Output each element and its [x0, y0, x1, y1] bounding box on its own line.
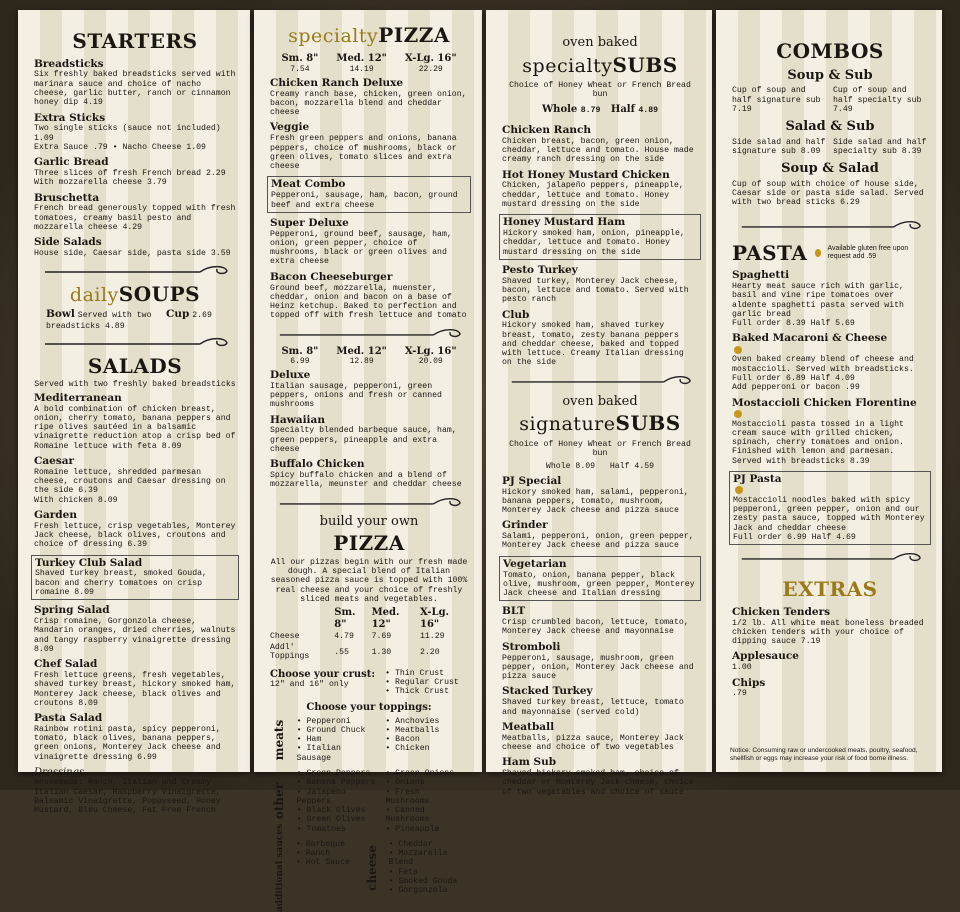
- pizza-size-label: X-Lg. 16": [404, 53, 457, 65]
- combo-row: [732, 138, 928, 157]
- menu-item: [270, 459, 468, 489]
- soup-salad-heading: Soup & Salad: [781, 161, 879, 177]
- menu-item-desc: Romaine lettuce, shredded parmesan cheese, croutons and Caesar dressing on the side 6.39 With chicken 8.09: [34, 467, 226, 505]
- menu-item: [34, 393, 236, 451]
- topping-item: • Barbeque: [296, 840, 363, 849]
- specialty-pizza-sizes: [270, 53, 468, 73]
- menu-item: [502, 310, 698, 368]
- pizza-size-label: Med. 12": [336, 345, 387, 357]
- menu-item: [34, 456, 236, 505]
- topping-item: • Onions: [385, 778, 468, 787]
- pizza-size: [336, 346, 387, 366]
- topping-item: • Ranch: [296, 849, 363, 858]
- menu-item-desc: Shaved turkey breast, smoked Gouda, bacon and cherry tomatoes on crisp romaine 8.09: [35, 569, 207, 597]
- topping-item: • Italian Sausage: [297, 744, 380, 763]
- menu-item-name: Side Salads: [34, 236, 102, 249]
- pasta-list: [732, 270, 928, 545]
- byo-heading-top: build your own: [319, 513, 419, 529]
- specialty-subs-heading: specialtySUBS: [522, 52, 678, 77]
- menu-item-name: Club: [502, 308, 530, 321]
- menu-item: [502, 722, 698, 752]
- byo-cell: 1.30: [371, 647, 392, 657]
- menu-item: [270, 370, 468, 410]
- topping-item: • Green Peppers: [297, 769, 380, 778]
- salads-list: [34, 393, 236, 762]
- salads-heading: SALADS: [87, 353, 183, 378]
- combo-option: Cup of soup and half specialty sub 7.49: [833, 86, 922, 114]
- divider-flourish: [732, 218, 928, 232]
- divider-flourish: [34, 263, 236, 277]
- topping-category: [270, 823, 290, 912]
- byo-cell: 4.79: [334, 631, 354, 641]
- topping-column: [291, 769, 380, 834]
- pizza-size: [336, 53, 387, 73]
- extras-list: [732, 607, 928, 699]
- menu-item-name: Turkey Club Salad: [35, 556, 143, 569]
- menu-item: [270, 122, 468, 171]
- menu-item: [34, 113, 236, 153]
- topping-item: • Mozzarella Blend: [389, 849, 468, 868]
- pizza-size-price: 20.09: [418, 356, 443, 366]
- topping-item: • Pineapple: [385, 825, 468, 834]
- menu-item-desc: Italian sausage, pepperoni, green peppers, onions and fresh or canned mushrooms: [270, 381, 442, 410]
- menu-item-desc: Fresh lettuce, crisp vegetables, Monterey Jack cheese, black olives, croutons and choice of dressing 6.39: [34, 521, 236, 550]
- divider-flourish: [270, 326, 468, 340]
- menu-item: [732, 398, 928, 466]
- menu-item: [732, 678, 928, 699]
- menu-item-desc: Shaved turkey, Monterey Jack cheese, bacon, lettuce and tomato. Served with pesto ranch: [502, 276, 689, 305]
- pizza-size-price: 22.29: [418, 64, 443, 74]
- topping-item: • Pepperoni: [297, 717, 380, 726]
- dressings-list: Housemade: Ranch, Italian and Creamy Italian Caesar, Raspberry Vinaigrette, Balsamic Vinaigrette, Poppyseed, Honey Mustard, Bleu Cheese, Fat Free French: [34, 778, 221, 816]
- signature-subs-list: [502, 476, 698, 797]
- topping-column: [379, 717, 468, 763]
- combos-heading: COMBOS: [776, 39, 884, 63]
- menu-item-name: PJ Special: [502, 474, 562, 487]
- menu-item-name: Stacked Turkey: [502, 685, 593, 698]
- starters-heading: STARTERS: [72, 29, 198, 53]
- specialty-subs-choice: Choice of Honey Wheat or French Bread bun: [509, 81, 691, 100]
- menu-item: [34, 157, 236, 187]
- menu-item-desc: 1.00: [732, 663, 752, 673]
- byo-cell: Cheese: [270, 631, 300, 641]
- byo-heading: PIZZA: [333, 531, 405, 556]
- menu-item-name: Applesauce: [732, 650, 799, 663]
- menu-item-desc: Oven baked creamy blend of cheese and mostaccioli. Served with breadsticks. Full order 6.89 Half 4.09 Add pepperoni or bacon .99: [732, 355, 914, 393]
- menu-item-name: Chicken Ranch Deluxe: [270, 76, 404, 89]
- menu-item-desc: Rainbow rotini pasta, spicy pepperoni, tomato, black olives, banana peppers, green onions, Monterey Jack cheese and vinaigrette dressing 6.99: [34, 724, 221, 762]
- combo-option: Side salad and half specialty sub 8.39: [833, 137, 927, 156]
- gluten-free-icon: [815, 249, 821, 257]
- divider-flourish: [270, 495, 468, 509]
- menu-item-desc: Fresh lettuce greens, fresh vegetables, shaved turkey breast, hickory smoked ham, Monterey Jack cheese, black olives and croutons 8.09: [34, 671, 236, 708]
- menu-item-desc: Three slices of fresh French bread 2.29 With mozzarella cheese 3.79: [34, 169, 226, 188]
- menu-item-name: Caesar: [34, 454, 75, 467]
- crust-note: 12" and 16" only: [270, 679, 349, 689]
- byo-header-cell: Med. 12": [371, 607, 400, 630]
- menu-item: [34, 193, 236, 233]
- byo-cell: 11.29: [419, 631, 445, 641]
- menu-item-desc: Creamy ranch base, chicken, green onion, bacon, mozzarella blend and cheddar cheese: [270, 89, 467, 118]
- menu-item-name: Veggie: [270, 121, 310, 134]
- topping-group: [270, 769, 468, 834]
- menu-item-desc: .79: [732, 689, 747, 699]
- menu-item-desc: Chicken breast, bacon, green onion, cheddar, lettuce and tomato. House made creamy ranch dressing on the side: [502, 136, 694, 165]
- gluten-free-note: Available gluten free upon request add .59: [827, 245, 909, 260]
- topping-item: • Bacon: [385, 735, 468, 744]
- menu-item-name: Chicken Ranch: [502, 123, 592, 136]
- menu-item-desc: French bread generously topped with fresh tomatoes, creamy basil pesto and mozzarella cheese 4.29: [34, 204, 236, 232]
- soups-prices: Bowl Served with two breadsticks 4.89 Cup 2.69: [46, 307, 212, 331]
- dressings-block: [34, 767, 236, 815]
- topping-item: • Black Olives: [297, 806, 380, 815]
- pizza-size-price: 7.54: [290, 64, 310, 74]
- menu-item-name: Chicken Tenders: [732, 605, 831, 618]
- gluten-free-icon: [735, 486, 743, 494]
- byo-header-cell: [270, 606, 334, 631]
- menu-item: [502, 606, 698, 636]
- topping-item: • Tomatoes: [297, 825, 380, 834]
- menu-item: [732, 651, 928, 672]
- menu-item-name: Mediterranean: [34, 391, 122, 404]
- menu-item-desc: Hickory smoked ham, onion, pineapple, cheddar, lettuce and tomato. Honey mustard dressing on the side: [503, 229, 685, 257]
- menu-item-desc: Mostaccioli noodles baked with spicy pepperoni, green pepper, onion and our zesty pasta sauce, topped with Monterey Jack and cheddar cheese Full order 6.99 Half 4.69: [733, 495, 925, 542]
- menu-item: [34, 59, 236, 108]
- crust-options: [385, 669, 459, 697]
- menu-item: [502, 686, 698, 716]
- byo-price-table: [270, 606, 468, 662]
- gluten-free-icon: [734, 346, 742, 354]
- dressings-label: Dressings: [34, 766, 85, 778]
- menu-item-name: Pasta Salad: [34, 712, 103, 725]
- specialty-subs-list: [502, 125, 698, 368]
- byo-cell: 7.69: [371, 631, 392, 641]
- menu-item: [499, 214, 701, 260]
- menu-item: [732, 333, 928, 392]
- pizza-size-label: Sm. 8": [281, 53, 319, 65]
- menu-item: [31, 555, 239, 601]
- cup-price: 2.69: [192, 310, 212, 320]
- topping-column: [383, 840, 468, 896]
- topping-item: • Canned Mushrooms: [385, 806, 468, 825]
- menu-item-name: Buffalo Chicken: [270, 458, 365, 471]
- topping-category: [363, 840, 383, 896]
- menu-item-name: Garlic Bread: [34, 156, 109, 169]
- menu-item-desc: Pepperoni, ground beef, sausage, ham, onion, green pepper, choice of mushrooms, black or green olives and extra cheese: [270, 229, 452, 267]
- menu-item-name: Hot Honey Mustard Chicken: [502, 168, 670, 181]
- menu-panel-subs: [486, 10, 712, 797]
- toppings-list: [270, 716, 468, 912]
- topping-item: • Green Olives: [297, 815, 380, 824]
- specialty-subs-heading-top: oven baked: [562, 35, 638, 50]
- menu-item-name: Spaghetti: [732, 269, 790, 282]
- menu-item-desc: Crisp romaine, Gorgonzola cheese, Mandarin oranges, dried cherries, walnuts and tangy raspberry vinaigrette dressing 8.09: [34, 617, 236, 654]
- pizza-size-label: Med. 12": [336, 53, 387, 65]
- combo-option: Side salad and half signature sub 8.09: [732, 137, 826, 156]
- soup-salad-desc: Cup of soup with choice of house side, Caesar side or pasta side salad. Served with two bread sticks 6.29: [732, 179, 924, 208]
- crust-block: [270, 669, 468, 697]
- menu-item-desc: House side, Caesar side, pasta side 3.59: [34, 249, 231, 259]
- topping-column: [290, 840, 363, 896]
- topping-item: • Feta: [389, 868, 468, 877]
- byo-table-row: [270, 642, 468, 663]
- menu-item: [270, 272, 468, 321]
- topping-item: • Anchovies: [385, 717, 468, 726]
- menu-item-name: Hawaiian: [270, 413, 325, 426]
- menu-item-name: Chef Salad: [34, 658, 98, 671]
- menu-item-desc: Shaved hickory smoked ham, choice of cheddar or Monterey Jack cheese, choice of two vegetables and choice of sauce: [502, 769, 694, 797]
- pizza-size-label: X-Lg. 16": [404, 345, 457, 357]
- menu-panel-pizza: [254, 10, 482, 912]
- pizza-size: [281, 53, 318, 73]
- byo-intro: All our pizzas begin with our fresh made dough. A special blend of Italian seasoned pizza sauce is topped with 100% real cheese and your choice of freshly sliced meats and vegetables.: [270, 557, 468, 604]
- topping-item: • Green Onions: [385, 769, 468, 778]
- menu-item: [729, 471, 931, 545]
- topping-category-label: cheese: [364, 845, 379, 891]
- menu-item: [34, 659, 236, 708]
- salads-subtitle: Served with two freshly baked breadsticks: [34, 379, 236, 389]
- pizza-size-label: Sm. 8": [281, 345, 319, 357]
- pizza-size-price: 12.89: [349, 356, 374, 366]
- menu-panel-starters: [18, 10, 250, 816]
- signature-subs-heading: signatureSUBS: [519, 411, 681, 436]
- menu-item: [270, 415, 468, 455]
- menu-item: [502, 265, 698, 305]
- menu-item: [34, 605, 236, 654]
- menu-item: [502, 757, 698, 797]
- menu-item-name: Spring Salad: [34, 604, 110, 617]
- menu-item-desc: Pepperoni, sausage, mushroom, green pepper, onion, Monterey Jack cheese and pizza sauce: [502, 653, 694, 682]
- menu-panel-combos: [716, 10, 942, 772]
- topping-category-label: other: [272, 783, 287, 820]
- topping-item: • Ham: [297, 735, 380, 744]
- menu-item-name: Breadsticks: [34, 57, 104, 70]
- topping-group: [270, 717, 468, 763]
- signature-subs-heading-top: oven baked: [562, 393, 638, 409]
- bowl-desc: Served with two breadsticks 4.89: [46, 310, 152, 331]
- specialty-subs-prices: Whole 8.79 Half 4.89: [541, 103, 659, 115]
- menu-item-desc: Spicy buffalo chicken and a blend of mozzarella, meunster and cheddar cheese: [270, 471, 462, 490]
- menu-item: [270, 78, 468, 118]
- menu-item-desc: Six freshly baked breadsticks served with marinara sauce and choice of nacho cheese, garlic butter, ranch or cinnamon honey dip 4.19: [34, 70, 236, 108]
- menu-item-desc: Crisp crumbled bacon, lettuce, tomato, Monterey Jack cheese and mayonnaise: [502, 618, 689, 637]
- crust-label: Choose your crust:: [270, 668, 376, 680]
- menu-item-name: PJ Pasta: [733, 472, 782, 485]
- soups-heading: dailySOUPS: [69, 282, 201, 307]
- pizza-size: [281, 346, 318, 366]
- combo-group-heading: Salad & Sub: [785, 119, 875, 135]
- menu-item: [502, 170, 698, 210]
- menu-item-name: Pesto Turkey: [502, 263, 578, 276]
- specialty-pizza-heading: specialtyPIZZA: [288, 23, 450, 47]
- starters-list: [34, 59, 236, 259]
- menu-item-name: BLT: [502, 605, 526, 618]
- menu-item: [499, 556, 701, 602]
- menu-item: [270, 218, 468, 267]
- topping-item: • Cheddar: [389, 840, 468, 849]
- pasta-header: [732, 242, 928, 265]
- byo-table-header: [270, 606, 468, 631]
- divider-flourish: [502, 373, 698, 387]
- menu-item: [502, 520, 698, 550]
- pizza-size-price: 14.19: [349, 64, 374, 74]
- topping-item: • Banana Peppers: [297, 778, 380, 787]
- specialty-pizza-list: [270, 78, 468, 321]
- combo-groups: [732, 69, 928, 157]
- menu-item-desc: Hickory smoked ham, shaved turkey breast, tomato, zesty banana peppers and cheddar cheese, baked and topped with lettuce. Creamy Italian dressing on the side: [502, 321, 684, 368]
- combo-group-heading: Soup & Sub: [787, 67, 873, 83]
- topping-item: • Smoked Gouda: [389, 877, 468, 886]
- menu-item: [502, 125, 698, 165]
- menu-item: [267, 176, 471, 212]
- menu-item-name: Meatball: [502, 720, 555, 733]
- menu-item: [34, 510, 236, 550]
- menu-item-desc: Chicken, jalapeño peppers, pineapple, cheddar, lettuce and tomato. Honey mustard dressing on the side: [502, 181, 684, 209]
- menu-item-name: Vegetarian: [503, 557, 567, 570]
- menu-item: [732, 270, 928, 328]
- topping-column: [291, 717, 380, 763]
- menu-item-name: Bacon Cheeseburger: [270, 270, 393, 283]
- menu-item-name: Chips: [732, 676, 766, 689]
- menu-item-desc: Fresh green peppers and onions, banana peppers, choice of mushrooms, black or green olives, tomato slices and extra cheese: [270, 134, 457, 172]
- menu-item-desc: Salami, pepperoni, onion, green pepper, Monterey Jack cheese and pizza sauce: [502, 532, 694, 551]
- menu-item-desc: Mostaccioli pasta tossed in a light cream sauce with grilled chicken, spinach, cherry tomatoes and onion. Finished with lemon and parmesan. Served with breadsticks 8.39: [732, 419, 904, 466]
- menu-item-desc: Shaved turkey breast, lettuce, tomato and mayonnaise (served cold): [502, 698, 684, 717]
- signature-subs-prices: Whole 8.09 Half 4.59: [545, 462, 655, 472]
- gluten-free-icon: [734, 410, 742, 418]
- topping-item: • Hot Sauce: [296, 858, 363, 867]
- topping-item: • Jalapeno Peppers: [297, 788, 380, 807]
- menu-item-desc: 1/2 lb. All white meat boneless breaded chicken tenders with your choice of dipping sauce 7.19: [732, 618, 924, 647]
- food-safety-notice: Notice: Consuming raw or undercooked meats, poultry, seafood, shellfish or eggs may increase your risk of food borne illness.: [730, 747, 918, 762]
- toppings-label: Choose your toppings:: [306, 702, 432, 714]
- byo-table-row: [270, 631, 468, 642]
- menu-item-desc: Meatballs, pizza sauce, Monterey Jack cheese and choice of two vegetables: [502, 733, 684, 752]
- topping-item: • Chicken: [385, 744, 468, 753]
- menu-item-desc: Hickory smoked ham, salami, pepperoni, banana peppers, tomato, mushroom, Monterey Jack cheese and pizza sauce: [502, 487, 689, 516]
- menu-item-name: Honey Mustard Ham: [503, 216, 626, 229]
- crust-option: • Thin Crust: [385, 668, 445, 678]
- classic-pizza-sizes: [270, 346, 468, 366]
- pizza-size-price: 6.99: [290, 356, 310, 366]
- byo-cell: 2.20: [419, 647, 440, 657]
- menu-item-name: Bruschetta: [34, 191, 100, 204]
- topping-item: • Fresh Mushrooms: [385, 788, 468, 807]
- menu-item: [502, 642, 698, 682]
- menu-item: [732, 607, 928, 647]
- crust-option: • Regular Crust: [385, 677, 459, 687]
- crust-option: • Thick Crust: [385, 687, 449, 697]
- menu-item: [34, 237, 236, 258]
- menu-item-name: Extra Sticks: [34, 111, 106, 124]
- menu-item-desc: Hearty meat sauce rich with garlic, basil and vine ripe tomatoes over aldente spaghetti pasta served with garlic bread Full order 8.39 Half 5.69: [732, 282, 904, 329]
- pizza-size: [405, 53, 457, 73]
- menu-item-name: Deluxe: [270, 368, 311, 381]
- byo-header-cell: X-Lg. 16": [419, 607, 450, 630]
- menu-item-name: Meat Combo: [271, 178, 346, 191]
- topping-category-label: meats: [272, 719, 287, 761]
- topping-item: • Ground Chuck: [297, 726, 380, 735]
- byo-cell: .55: [334, 647, 349, 657]
- extras-heading: EXTRAS: [782, 577, 878, 602]
- menu-item: [34, 713, 236, 762]
- menu-item: [502, 476, 698, 516]
- menu-item-name: Garden: [34, 508, 77, 521]
- combo-row: [732, 86, 928, 114]
- divider-flourish: [732, 550, 928, 564]
- menu-item-desc: Ground beef, mozzarella, muenster, cheddar, onion and bacon on a base of Heinz ketchup. Baked to perfection and topped off with fresh lettuce and tomato: [270, 283, 467, 321]
- menu-item-desc: A bold combination of chicken breast, onion, cherry tomato, banana peppers and ripe olives sautéed in a balsamic vinaigrette reduction atop a crisp bed of Romaine lettuce with feta 8.09: [34, 404, 236, 451]
- menu-item-name: Mostaccioli Chicken Florentine: [732, 396, 917, 409]
- menu-item-desc: Pepperoni, sausage, ham, bacon, ground beef and extra cheese: [271, 191, 458, 210]
- menu-item-name: Ham Sub: [502, 756, 557, 769]
- menu-item-name: Grinder: [502, 519, 548, 532]
- menu-item-desc: Tomato, onion, banana pepper, black olive, mushroom, green pepper, Monterey Jack cheese and Italian dressing: [503, 570, 695, 599]
- menu-item-name: Baked Macaroni & Cheese: [732, 332, 888, 345]
- topping-column: [379, 769, 468, 834]
- menu-item-name: Super Deluxe: [270, 216, 349, 229]
- topping-category: [270, 717, 291, 763]
- menu-item-name: Stromboli: [502, 640, 561, 653]
- menu-item-desc: Specialty blended barbeque sauce, ham, green peppers, pineapple and extra cheese: [270, 426, 457, 454]
- signature-subs-choice: Choice of Honey Wheat or French Bread bun: [509, 439, 691, 459]
- menu-item-desc: Two single sticks (sauce not included) 1.09 Extra Sauce .79 • Nacho Cheese 1.09: [34, 124, 221, 152]
- topping-item: • Gorgonzola: [389, 886, 468, 895]
- divider-flourish: [34, 335, 236, 349]
- combo-option: Cup of soup and half signature sub 7.19: [732, 86, 821, 114]
- topping-category-label: additional sauces: [274, 823, 285, 912]
- pizza-size: [405, 346, 457, 366]
- pasta-heading: PASTA: [732, 240, 808, 265]
- classic-pizza-list: [270, 370, 468, 490]
- byo-cell: Addl' Toppings: [270, 643, 310, 662]
- byo-header-cell: Sm. 8": [334, 607, 356, 630]
- topping-item: • Meatballs: [385, 726, 468, 735]
